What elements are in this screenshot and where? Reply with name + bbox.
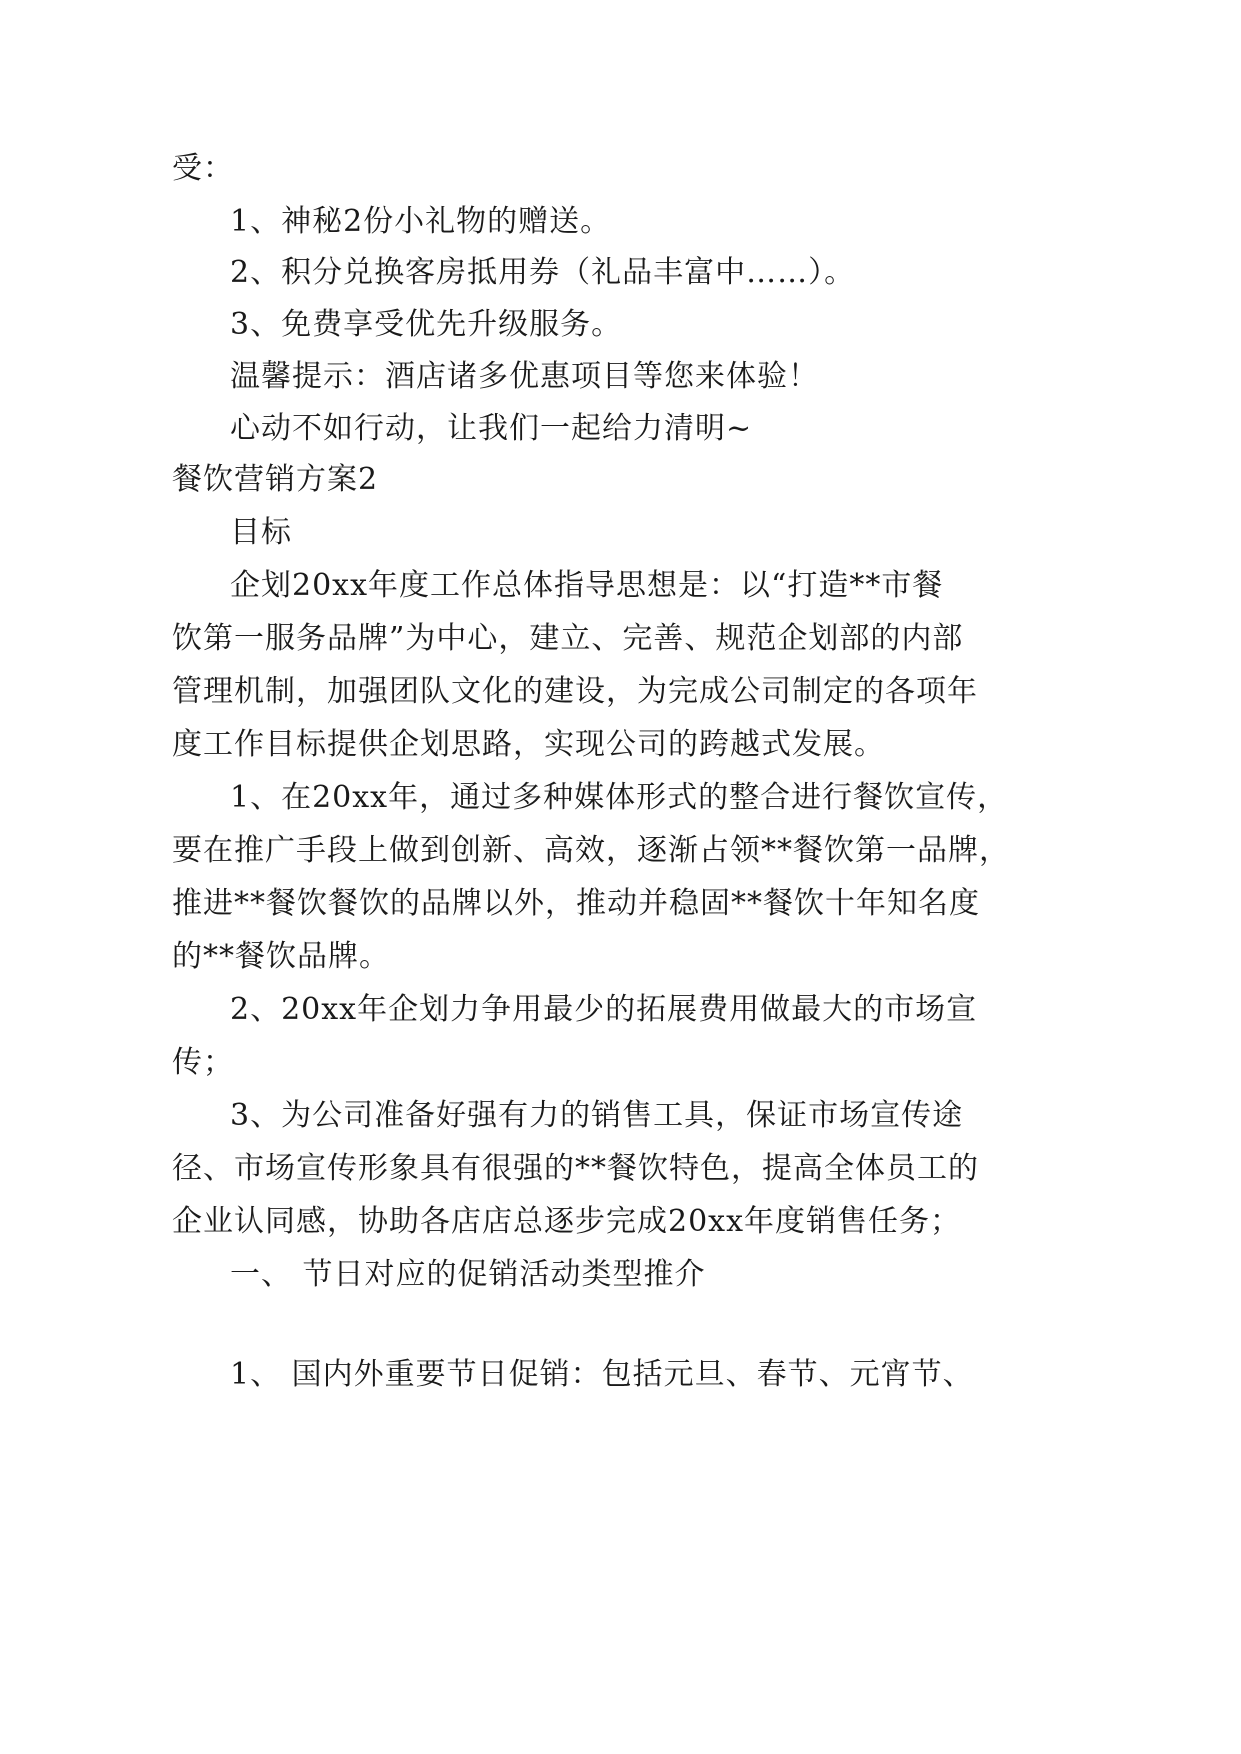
text-line: 3、免费享受优先升级服务。 (230, 307, 623, 342)
section-heading: 一、 节日对应的促销活动类型推介 (230, 1257, 706, 1292)
text-line: 温馨提示：酒店诸多优惠项目等您来体验！ (230, 359, 819, 394)
text-line: 目标 (230, 515, 292, 550)
text-line: 径、市场宣传形象具有很强的**餐饮特色，提高全体员工的 (172, 1151, 979, 1186)
text-line: 企划20xx年度工作总体指导思想是：以“打造**市餐 (230, 568, 944, 603)
text-line: 要在推广手段上做到创新、高效，逐渐占领**餐饮第一品牌， (172, 833, 1010, 868)
text-line: 1、在20xx年，通过多种媒体形式的整合进行餐饮宣传， (230, 780, 1009, 815)
text-line: 2、20xx年企划力争用最少的拓展费用做最大的市场宣 (230, 992, 978, 1027)
text-line: 2、积分兑换客房抵用券（礼品丰富中……）。 (230, 255, 856, 290)
text-line: 的**餐饮品牌。 (172, 939, 390, 974)
text-line: 管理机制，加强团队文化的建设，为完成公司制定的各项年 (172, 674, 978, 709)
text-line: 推进**餐饮餐饮的品牌以外，推动并稳固**餐饮十年知名度 (172, 886, 980, 921)
text-line: 心动不如行动，让我们一起给力清明~ (230, 411, 753, 446)
text-line: 1、神秘2份小礼物的赠送。 (230, 204, 612, 239)
text-line: 1、 国内外重要节日促销：包括元旦、春节、元宵节、 (230, 1357, 974, 1392)
text-line: 企业认同感，协助各店店总逐步完成20xx年度销售任务； (172, 1204, 962, 1239)
text-line: 3、为公司准备好强有力的销售工具，保证市场宣传途 (230, 1098, 964, 1133)
text-line: 度工作目标提供企划思路，实现公司的跨越式发展。 (172, 727, 885, 762)
text-line: 传； (172, 1045, 234, 1080)
section-heading: 餐饮营销方案2 (172, 462, 379, 497)
text-line: 饮第一服务品牌”为中心，建立、完善、规范企划部的内部 (172, 621, 964, 656)
text-line: 受： (172, 151, 234, 186)
